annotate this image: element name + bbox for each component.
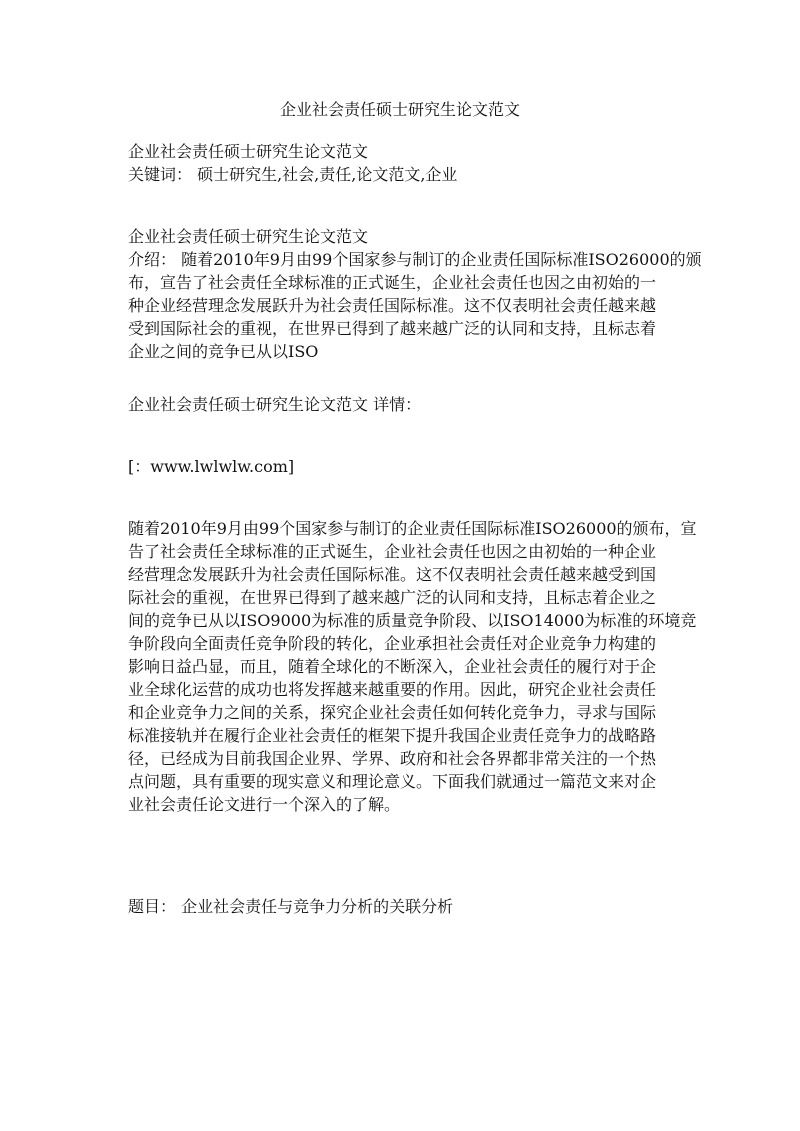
source-url xyxy=(128,455,668,478)
details-label xyxy=(128,393,668,416)
intro-block xyxy=(128,225,702,363)
header-block xyxy=(128,140,668,186)
body-line: 业社会责任论文进行一个深入的了解。 xyxy=(128,795,401,814)
body-line: 随着2010年9月由99个国家参与制订的企业责任国际标准ISO26000的颁布，宣 xyxy=(128,519,697,538)
document-title: 企业社会责任硕士研究生论文范文 xyxy=(279,100,520,119)
details-label-text: 企业社会责任硕士研究生论文范文 详情： xyxy=(128,395,422,414)
body-line: 告了社会责任全球标准的正式诞生，企业社会责任也因之由初始的一种企业 xyxy=(128,542,657,561)
body-line: 标准接轨并在履行企业社会责任的框架下提升我国企业责任竞争力的战略路 xyxy=(128,726,657,745)
body-line: 间的竞争已从以ISO9000为标准的质量竞争阶段、以ISO14000为标准的环境竞 xyxy=(128,611,697,630)
intro-heading: 企业社会责任硕士研究生论文范文 xyxy=(128,227,369,246)
intro-line: 布，宣告了社会责任全球标准的正式诞生，企业社会责任也因之由初始的一 xyxy=(128,273,657,292)
body-line: 影响日益凸显，而且，随着全球化的不断深入，企业社会责任的履行对于企 xyxy=(128,657,657,676)
body-line: 经营理念发展跃升为社会责任国际标准。这不仅表明社会责任越来越受到国 xyxy=(128,565,657,584)
source-url-text: [：www.lwlwlw.com] xyxy=(128,457,295,476)
body-line: 争阶段向全面责任竞争阶段的转化，企业承担社会责任对企业竞争力构建的 xyxy=(128,634,657,653)
intro-line: 种企业经营理念发展跃升为社会责任国际标准。这不仅表明社会责任越来越 xyxy=(128,296,657,315)
body-line: 径，已经成为目前我国企业界、学界、政府和社会各界都非常关注的一个热 xyxy=(128,749,657,768)
intro-line: 受到国际社会的重视，在世界已得到了越来越广泛的认同和支持，且标志着 xyxy=(128,319,657,338)
body-line: 业全球化运营的成功也将发挥越来越重要的作用。因此，研究企业社会责任 xyxy=(128,680,657,699)
body-line: 和企业竞争力之间的关系，探究企业社会责任如何转化竞争力，寻求与国际 xyxy=(128,703,657,722)
intro-line: 企业之间的竞争已从以ISO xyxy=(128,342,319,361)
intro-line: 介绍： 随着2010年9月由99个国家参与制订的企业责任国际标准ISO26000的颁 xyxy=(128,250,702,269)
document-subtitle: 企业社会责任硕士研究生论文范文 xyxy=(128,142,369,161)
topic-text: 题目： 企业社会责任与竞争力分析的关联分析 xyxy=(128,897,454,916)
body-paragraph xyxy=(128,517,697,816)
topic-block xyxy=(128,895,668,918)
body-line: 际社会的重视，在世界已得到了越来越广泛的认同和支持，且标志着企业之 xyxy=(128,588,657,607)
keywords-line: 关键词： 硕士研究生,社会,责任,论文范文,企业 xyxy=(128,165,458,184)
body-line: 点问题，具有重要的现实意义和理论意义。下面我们就通过一篇范文来对企 xyxy=(128,772,657,791)
